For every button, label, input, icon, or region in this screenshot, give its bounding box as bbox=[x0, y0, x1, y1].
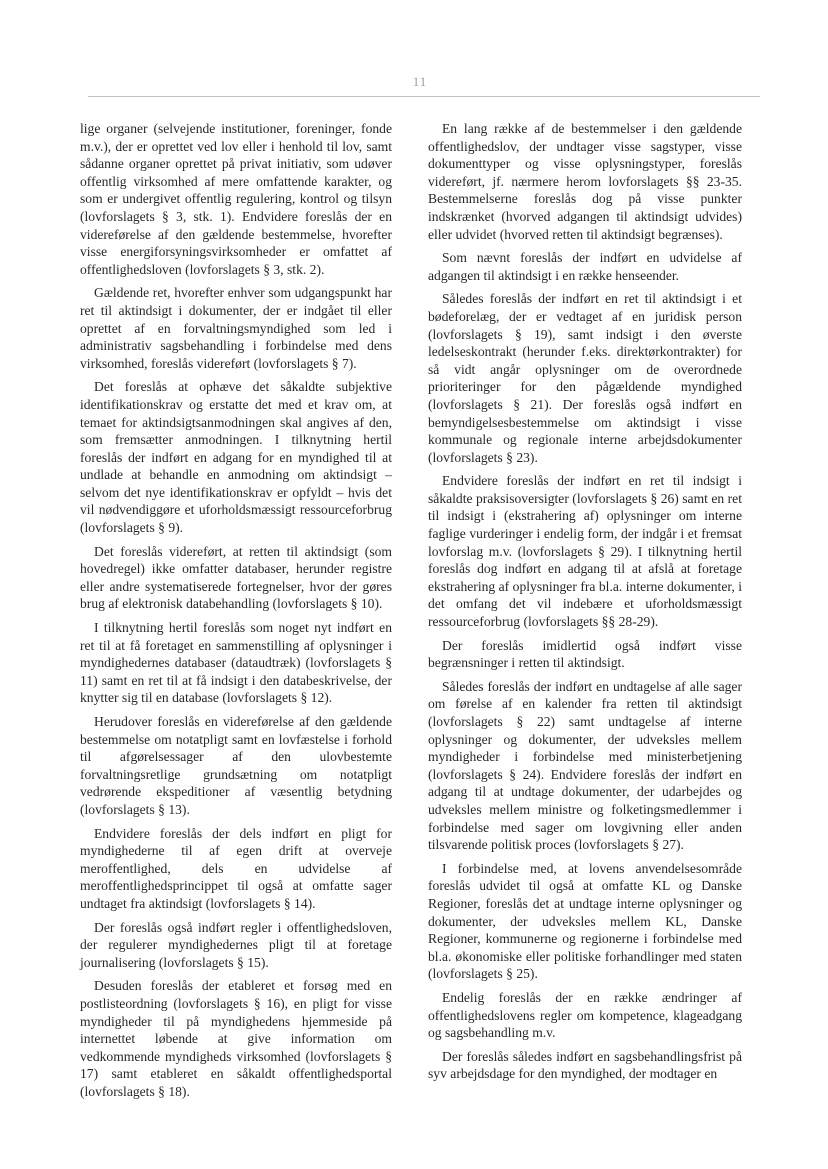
header-rule bbox=[88, 96, 760, 97]
paragraph: Som nævnt foreslås der indført en udvidelse af adgangen til aktindsigt i en række henseender. bbox=[428, 250, 742, 283]
paragraph: Gældende ret, hvorefter enhver som udgangspunkt har ret til aktindsigt i dokumenter, der er indgået til eller oprettet af en forvaltningsmyndighed som led i administrativ sagsbehandling i forbindelse med dens virksomhed, foreslås videreført (lovforslagets § 7). bbox=[80, 285, 392, 371]
paragraph: En lang række af de bestemmelser i den gældende offentlighedslov, der undtager visse sagstyper, visse dokumenttyper og visse oplysningstyper, foreslås videreført, jf. nærmere herom lovforslagets §§ 23-35. Bestemmelserne foreslås dog på visse punkter indskrænket (hvorved adgangen til aktindsigt udvides) eller udvidet (hvorved retten til aktindsigt begrænses). bbox=[428, 121, 742, 242]
paragraph: Således foreslås der indført en undtagelse af alle sager om førelse af en kalender fra retten til aktindsigt (lovforslagets § 22) samt undtagelse af interne oplysninger og dokumenter, der udveksles mellem myndigheder i forbindelse med ministerbetjening (lovforslagets § 24). Endvidere foreslås der indført en adgang til at undtage dokumenter, der udarbejdes og udveksles mellem ministre og folketingsmedlemmer i forbindelse med sager om lovgivning eller anden tilsvarende politisk proces (lovforslagets § 27). bbox=[428, 678, 742, 853]
left-column bbox=[80, 120, 392, 1106]
paragraph: I tilknytning hertil foreslås som noget nyt indført en ret til at få foretaget en sammenstilling af oplysninger i myndighedernes databaser (dataudtræk) (lovforslagets § 11) samt en ret til at få indsigt i den databeskrivelse, der knytter sig til en database (lovforslagets § 12). bbox=[80, 620, 392, 706]
paragraph: Det foreslås videreført, at retten til aktindsigt (som hovedregel) ikke omfatter databaser, herunder registre eller andre systematiserede fortegnelser, hvor der gøres brug af elektronisk databehandling (lovforslagets § 10). bbox=[80, 543, 392, 612]
paragraph: Det foreslås at ophæve det såkaldte subjektive identifikationskrav og erstatte det med et krav om, at temaet for aktindsigtsanmodningen skal angives af den, som fremsætter anmodningen. I tilknytning hertil foreslås der indført en adgang for en myndighed til at undlade at behandle en anmodning om aktindsigt – selvom det nye identifikationskrav er opfyldt – hvis det vil nødvendiggøre et uforholdsmæssigt ressourceforbrug (lovforslagets § 9). bbox=[80, 379, 392, 536]
paragraph: Endvidere foreslås der indført en ret til indsigt i såkaldte praksisoversigter (lovforslagets § 26) samt en ret til indsigt i (ekstrahering af) oplysninger om interne faglige vurderinger i endelig form, der indgår i et fremsat lovforslag m.v. (lovforslagets § 29). I tilknytning hertil foreslås dog indført en adgang til at afslå at foretage ekstrahering af oplysninger fra bl.a. interne dokumenter, i det omfang det vil indebære et uforholdsmæssigt ressourceforbrug (lovforslagets §§ 28-29). bbox=[428, 473, 742, 630]
right-column bbox=[428, 120, 742, 1089]
paragraph: Der foreslås således indført en sagsbehandlingsfrist på syv arbejdsdage for den myndighed, der modtager en bbox=[428, 1048, 742, 1082]
paragraph: Desuden foreslås der etableret et forsøg med en postlisteordning (lovforslagets § 16), en pligt for visse myndigheder til på myndighedens hjemmeside på internettet løbende at give information om vedkommende myndigheds virksomhed (lovforslagets § 17) samt etableret en såkaldt offentlighedsportal (lovforslagets § 18). bbox=[80, 978, 392, 1099]
paragraph: Herudover foreslås en videreførelse af den gældende bestemmelse om notatpligt samt en lovfæstelse i forhold til afgørelsessager af den ulovbestemte forvaltningsretlige grundsætning om notatpligt vedrørende ekspeditioner af væsentlig betydning (lovforslagets § 13). bbox=[80, 714, 392, 817]
paragraph: Endvidere foreslås der dels indført en pligt for myndighederne til af egen drift at overveje meroffentlighed, dels en udvidelse af meroffentlighedsprincippet til også at omfatte sager undtaget fra aktindsigt (lovforslagets § 14). bbox=[80, 825, 392, 911]
paragraph: Endelig foreslås der en række ændringer af offentlighedslovens regler om kompetence, klageadgang og sagsbehandling m.v. bbox=[428, 989, 742, 1041]
page-number: 11 bbox=[412, 74, 428, 89]
paragraph: Der foreslås også indført regler i offentlighedsloven, der regulerer myndighedernes pligt til at foretage journalisering (lovforslagets § 15). bbox=[80, 919, 392, 970]
paragraph: Der foreslås imidlertid også indført visse begrænsninger i retten til aktindsigt. bbox=[428, 637, 742, 671]
paragraph: lige organer (selvejende institutioner, foreninger, fonde m.v.), der er oprettet ved lov eller i henhold til lov, samt sådanne organer oprettet på privat initiativ, som udøver offentlig virksomhed af mere omfattende karakter, og som er undergivet offentlig regulering, kontrol og tilsyn (lovforslagets § 3, stk. 1). Endvidere foreslås der en videreførelse af den gældende bestemmelse, hvorefter visse energiforsyningsvirksomheder er omfattet af offentlighedsloven (lovforslagets § 3, stk. 2). bbox=[80, 121, 392, 277]
paragraph: Således foreslås der indført en ret til aktindsigt i et bødeforelæg, der er vedtaget af en juridisk person (lovforslagets § 19), samt indsigt i den øverste ledelseskontrakt (herunder f.eks. direktørkontrakter) for så vidt angår oplysninger om de overordnede prioriteringer for den pågældende myndighed (lovforslagets § 21). Der foreslås også indført en bemyndigelsesbestemmelse om aktindsigt i visse kommunale og regionale interne arbejdsdokumenter (lovforslagets § 23). bbox=[428, 291, 742, 465]
paragraph: I forbindelse med, at lovens anvendelsesområde foreslås udvidet til også at omfatte KL og Danske Regioner, foreslås det at undtage interne oplysninger og dokumenter, der udveksles mellem KL, Danske Regioner, kommunerne og regionerne i forbindelse med bl.a. økonomiske eller politiske forhandlinger med staten (lovforslagets § 25). bbox=[428, 860, 742, 982]
